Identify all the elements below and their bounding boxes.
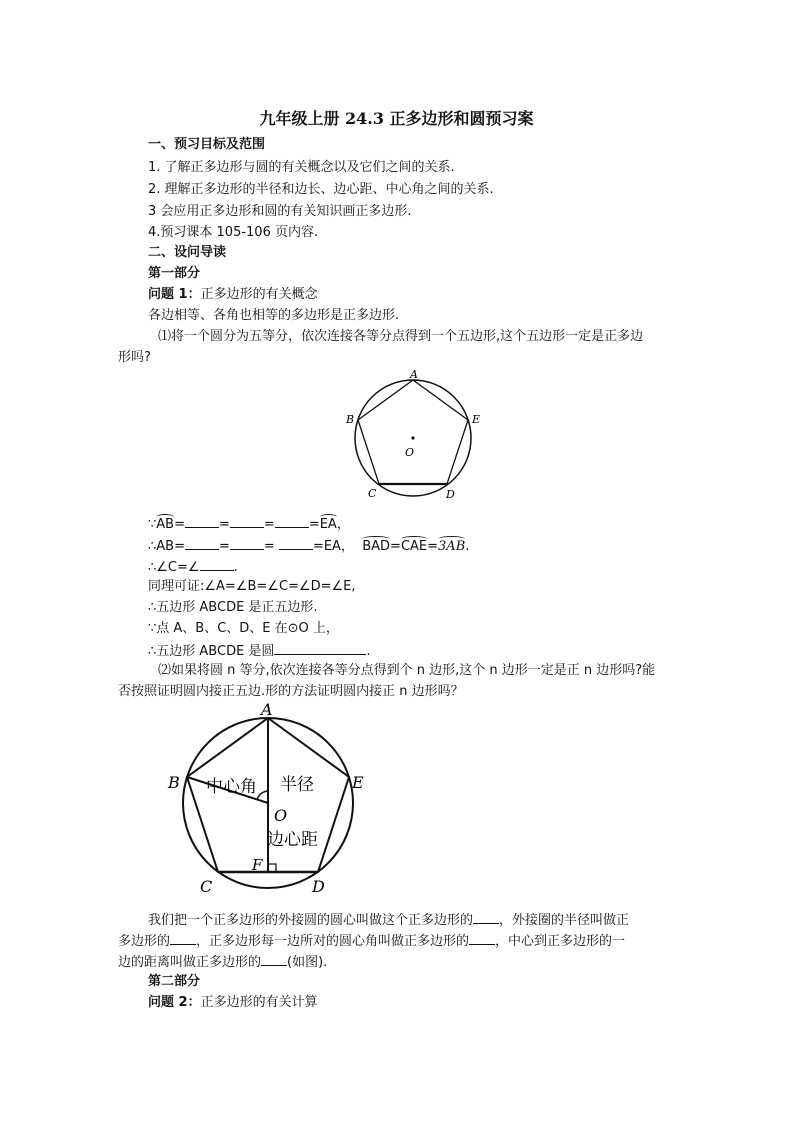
goal-item-1: 1. 了解正多边形与圆的有关概念以及它们之间的关系. (148, 160, 455, 175)
proof-line-1: ∵AB= = = =EA， (148, 514, 350, 534)
question-1 (148, 286, 318, 304)
arc-cae: CAE (400, 539, 428, 554)
label-c: C (368, 487, 377, 500)
arc-bad: BAD (362, 539, 391, 554)
fill-line-3: 边的距离叫做正多边形的 (如图). (118, 952, 327, 972)
question-2-title: 正多边形的有关计算 (200, 995, 318, 1010)
problem-2-line-2: 否按照证明圆内接正五边.形的方法证明圆内接正 n 边形吗？ (118, 684, 464, 699)
label-o: O (405, 446, 415, 459)
central-angle-label: 中心角 (206, 777, 257, 797)
label-c: C (200, 877, 213, 896)
question-2 (148, 994, 318, 1012)
goal-item-2: 2. 理解正多边形的半径和边长、边心距、中心角之间的关系. (148, 182, 494, 197)
proof-line-5: ∴五边形 ABCDE 是正五边形. (148, 600, 318, 615)
proof-line-4: 同理可证:∠A=∠B=∠C=∠D=∠E, (148, 579, 356, 594)
fill-line-2: 多边形的 ，正多边形每一边所对的圆心角叫做正多边形的 ，中心到正多边形的一 (118, 931, 625, 951)
arc-ab: AB (156, 517, 175, 532)
problem-2-line-1: ⑵如果将圆 n 等分,依次连接各等分点得到个 n 边形,这个 n 边形一定是正 n 边形吗?能 (158, 663, 656, 678)
goal-item-4: 4.预习课本 105-106 页内容. (148, 225, 319, 240)
blank (230, 536, 264, 550)
pentagon-figure (340, 365, 490, 505)
blank (185, 514, 219, 528)
proof-line-2: ∴AB= = = =EA， BAD=CAE=3AB. (148, 536, 469, 556)
part-heading-1: 第一部分 (148, 266, 201, 281)
label-d: D (312, 877, 325, 896)
arc-3ab: 3AB (438, 539, 466, 554)
label-e: E (352, 773, 364, 792)
label-o: O (274, 806, 288, 825)
central-angle-arc (257, 791, 268, 800)
blank (170, 931, 196, 945)
problem-1-line-1: ⑴将一个圆分为五等分，依次连接各等分点得到一个五边形,这个五边形一定是正多边 (158, 329, 644, 344)
question-2-label: 问题 2： (148, 995, 201, 1010)
radius-label: 半径 (280, 775, 314, 795)
blank (275, 514, 309, 528)
label-a: A (261, 700, 273, 719)
label-b: B (346, 413, 355, 426)
regular-polygon-figure (160, 700, 380, 900)
proof-line-3: ∴∠C=∠ . (148, 557, 238, 577)
question-1-label: 问题 1： (148, 287, 201, 302)
blank (185, 536, 219, 550)
blank (261, 952, 287, 966)
apothem-label: 边心距 (267, 830, 318, 850)
proof-line-6: ∵点 A、B、C、D、E 在⊙O 上， (148, 621, 339, 636)
blank (274, 641, 366, 655)
label-d: D (446, 488, 455, 501)
section-heading-guide: 二、设问导读 (148, 245, 227, 260)
problem-1-line-2: 形吗? (118, 350, 151, 365)
goal-item-3: 3 会应用正多边形和圆的有关知识画正多边形. (148, 204, 412, 219)
blank (469, 931, 495, 945)
label-e: E (472, 413, 481, 426)
proof-line-7: ∴五边形 ABCDE 是圆 . (148, 641, 371, 661)
part-heading-2: 第二部分 (148, 974, 201, 989)
blank (279, 536, 313, 550)
section-heading-goals: 一、预习目标及范围 (148, 137, 266, 152)
fill-line-1: 我们把一个正多边形的外接圆的圆心叫做这个正多边形的 ，外接圈的半径叫做正 (148, 910, 629, 930)
center-point (411, 436, 414, 439)
label-a: A (410, 368, 418, 381)
document-title: 九年级上册 24.3 正多边形和圆预习案 (259, 109, 534, 128)
blank (473, 910, 499, 924)
blank (230, 514, 264, 528)
blank (200, 557, 234, 571)
definition-text: 各边相等、各角也相等的多边形是正多边形. (148, 308, 400, 323)
label-b: B (168, 773, 180, 792)
question-1-title: 正多边形的有关概念 (200, 287, 318, 302)
arc-ea: EA (319, 517, 337, 532)
label-f: F (252, 856, 263, 874)
